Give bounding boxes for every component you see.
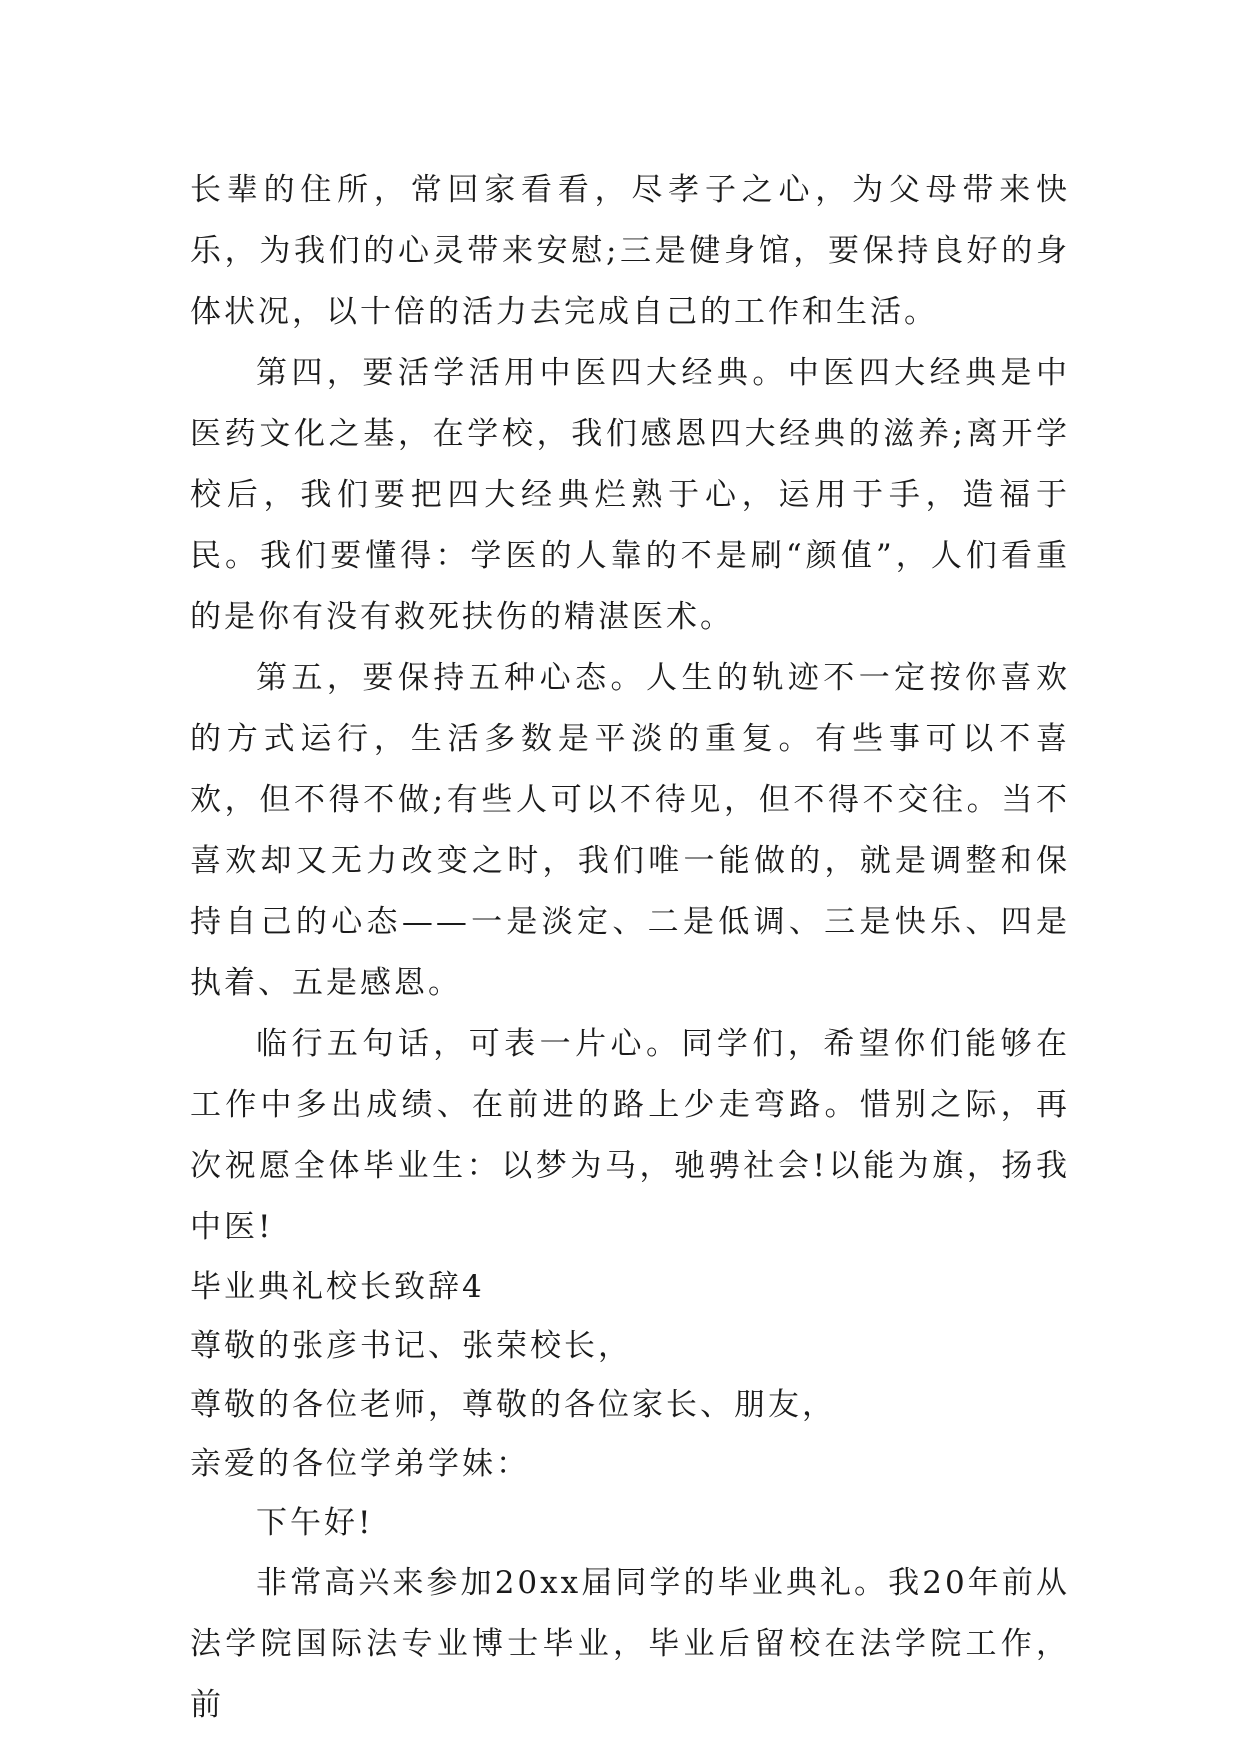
paragraph-fifth-point: 第五，要保持五种心态。人生的轨迹不一定按你喜欢的方式运行，生活多数是平淡的重复。有些事可以不喜欢，但不得不做;有些人可以不待见，但不得不交往。当不喜欢却又无力改变之时，我们唯一能做的，就是调整和保持自己的心态——一是淡定、二是低调、三是快乐、四是执着、五是感恩。: [190, 660, 1070, 1001]
section-title: 毕业典礼校长致辞4: [190, 1269, 485, 1305]
document-body: [190, 160, 1070, 1736]
paragraph-opening: 非常高兴来参加20xx届同学的毕业典礼。我20年前从法学院国际法专业博士毕业，毕业后留校在法学院工作，前: [190, 1565, 1070, 1723]
salutation-line: 尊敬的张彦书记、张荣校长，: [190, 1328, 632, 1364]
salutation-line: 尊敬的各位老师，尊敬的各位家长、朋友，: [190, 1387, 836, 1423]
paragraph-farewell: 临行五句话，可表一片心。同学们，希望你们能够在工作中多出成绩、在前进的路上少走弯路。惜别之际，再次祝愿全体毕业生：以梦为马，驰骋社会!以能为旗，扬我中医!: [190, 1026, 1070, 1245]
greeting-line: 下午好!: [256, 1505, 374, 1541]
salutation-line: 亲爱的各位学弟学妹：: [190, 1446, 530, 1482]
paragraph-continuation: 长辈的住所，常回家看看，尽孝子之心，为父母带来快乐，为我们的心灵带来安慰;三是健身馆，要保持良好的身体状况，以十倍的活力去完成自己的工作和生活。: [190, 172, 1070, 330]
paragraph-fourth-point: 第四，要活学活用中医四大经典。中医四大经典是中医药文化之基，在学校，我们感恩四大经典的滋养;离开学校后，我们要把四大经典烂熟于心，运用于手，造福于民。我们要懂得：学医的人靠的不是刷“颜值”，人们看重的是你有没有救死扶伤的精湛医术。: [190, 355, 1070, 635]
